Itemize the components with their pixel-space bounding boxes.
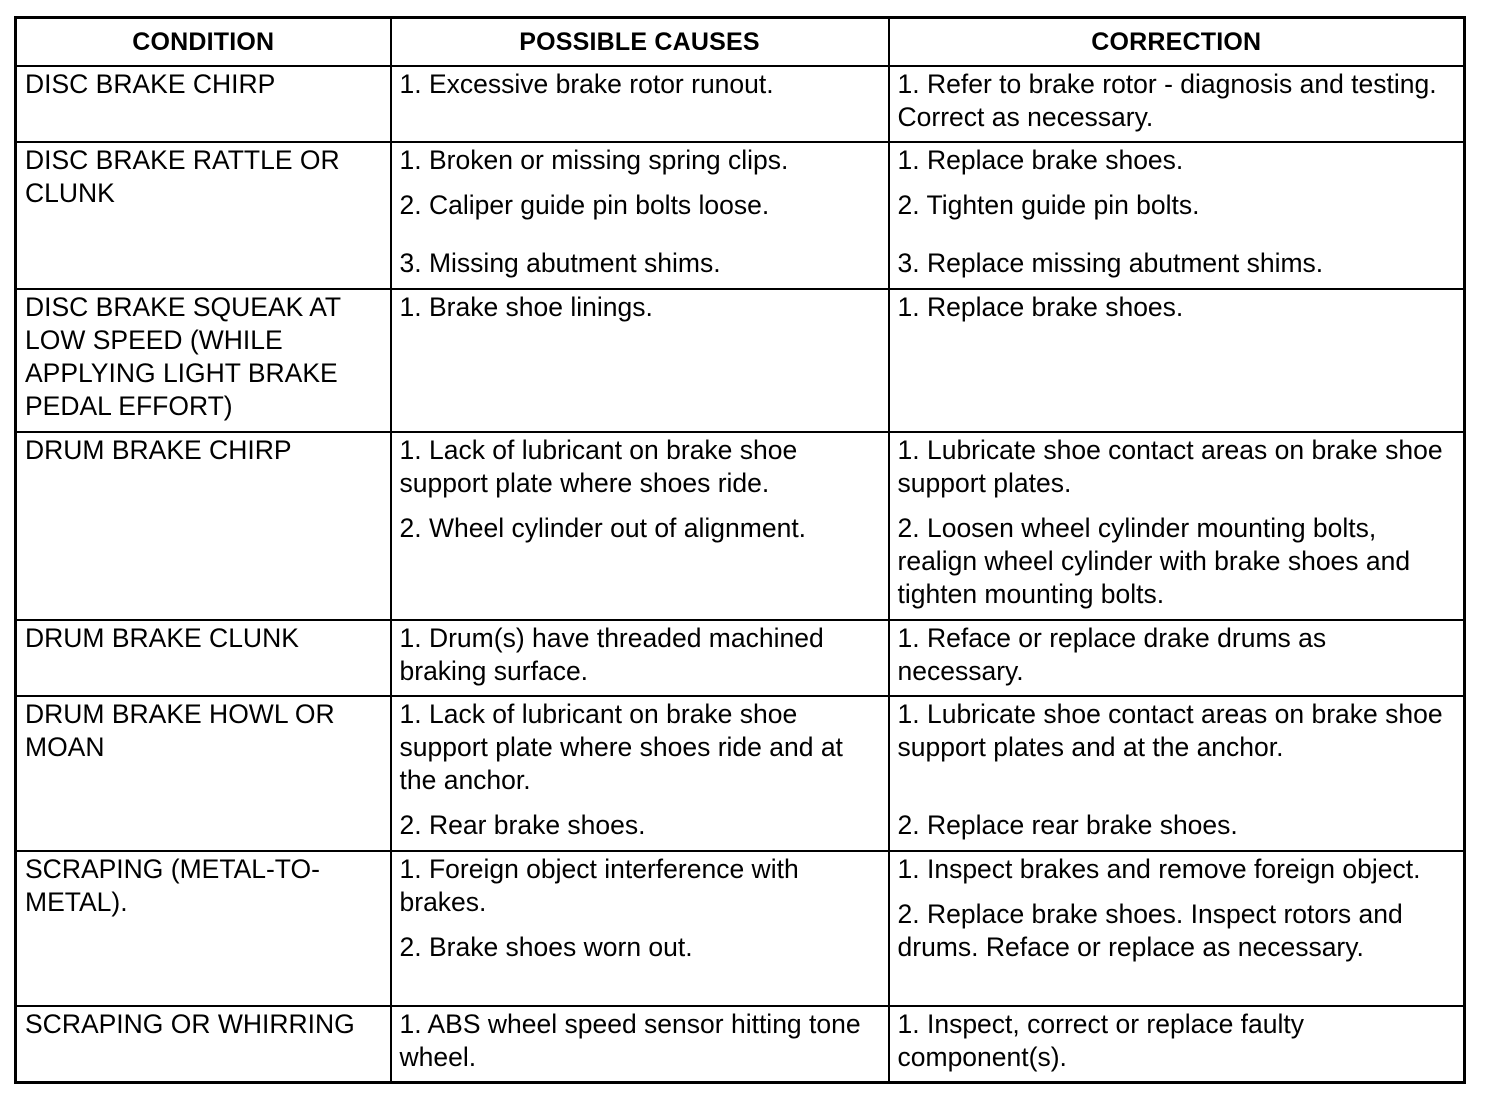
table-row bbox=[16, 620, 1465, 696]
correction-item: 1. Lubricate shoe contact areas on brake shoe support plates and at the anchor. bbox=[897, 699, 1443, 762]
table-row bbox=[16, 432, 1465, 620]
causes-cell bbox=[391, 66, 889, 142]
cause-item: 1. Excessive brake rotor runout. bbox=[399, 69, 774, 99]
condition-cell: DRUM BRAKE CHIRP bbox=[16, 432, 391, 620]
cause-item: 2. Brake shoes worn out. bbox=[399, 932, 693, 962]
causes-cell bbox=[391, 432, 889, 620]
causes-cell bbox=[391, 1006, 889, 1082]
cause-item: 1. Broken or missing spring clips. bbox=[399, 145, 789, 175]
table-row bbox=[16, 66, 1465, 142]
correction-item: 1. Refer to brake rotor - diagnosis and testing. Correct as necessary. bbox=[897, 69, 1437, 132]
correction-item: 2. Replace brake shoes. Inspect rotors and drums. Reface or replace as necessary. bbox=[897, 899, 1403, 962]
correction-item: 3. Replace missing abutment shims. bbox=[897, 248, 1324, 278]
correction-item: 1. Inspect, correct or replace faulty component(s). bbox=[897, 1009, 1305, 1072]
header-condition: CONDITION bbox=[16, 18, 391, 67]
cause-item: 1. ABS wheel speed sensor hitting tone wheel. bbox=[399, 1009, 861, 1072]
causes-cell bbox=[391, 289, 889, 432]
cause-item: 2. Rear brake shoes. bbox=[399, 810, 646, 840]
correction-cell bbox=[889, 142, 1465, 289]
correction-cell bbox=[889, 432, 1465, 620]
table-row bbox=[16, 851, 1465, 1006]
condition-cell: SCRAPING (METAL-TO-METAL). bbox=[16, 851, 391, 1006]
causes-cell bbox=[391, 851, 889, 1006]
table-header-row bbox=[16, 18, 1465, 67]
correction-item: 2. Loosen wheel cylinder mounting bolts, realign wheel cylinder with brake shoes and tighten mounting bolts. bbox=[897, 513, 1411, 609]
correction-cell bbox=[889, 620, 1465, 696]
correction-cell bbox=[889, 66, 1465, 142]
table-row bbox=[16, 289, 1465, 432]
correction-cell bbox=[889, 696, 1465, 851]
header-correction: CORRECTION bbox=[889, 18, 1465, 67]
correction-item: 1. Replace brake shoes. bbox=[897, 292, 1184, 322]
correction-cell bbox=[889, 289, 1465, 432]
cause-item: 1. Lack of lubricant on brake shoe support plate where shoes ride. bbox=[399, 435, 798, 498]
table-row bbox=[16, 1006, 1465, 1082]
correction-item: 2. Tighten guide pin bolts. bbox=[897, 190, 1200, 220]
correction-cell bbox=[889, 851, 1465, 1006]
correction-item: 1. Lubricate shoe contact areas on brake shoe support plates. bbox=[897, 435, 1443, 498]
correction-cell bbox=[889, 1006, 1465, 1082]
causes-cell bbox=[391, 620, 889, 696]
cause-item: 2. Wheel cylinder out of alignment. bbox=[399, 513, 807, 543]
brake-diagnosis-table bbox=[14, 16, 1466, 1084]
cause-item: 1. Drum(s) have threaded machined braking surface. bbox=[399, 623, 824, 686]
condition-cell: DISC BRAKE RATTLE OR CLUNK bbox=[16, 142, 391, 289]
correction-item: 1. Replace brake shoes. bbox=[897, 145, 1184, 175]
cause-item: 1. Brake shoe linings. bbox=[399, 292, 653, 322]
condition-cell: DISC BRAKE CHIRP bbox=[16, 66, 391, 142]
condition-cell: DRUM BRAKE HOWL OR MOAN bbox=[16, 696, 391, 851]
correction-item: 2. Replace rear brake shoes. bbox=[897, 810, 1238, 840]
correction-item: 1. Inspect brakes and remove foreign object. bbox=[897, 854, 1421, 884]
condition-cell: DISC BRAKE SQUEAK AT LOW SPEED (WHILE APPLYING LIGHT BRAKE PEDAL EFFORT) bbox=[16, 289, 391, 432]
table-row bbox=[16, 142, 1465, 289]
condition-cell: DRUM BRAKE CLUNK bbox=[16, 620, 391, 696]
correction-item: 1. Reface or replace drake drums as necessary. bbox=[897, 623, 1327, 686]
causes-cell bbox=[391, 696, 889, 851]
table-row bbox=[16, 696, 1465, 851]
cause-item: 3. Missing abutment shims. bbox=[399, 248, 721, 278]
cause-item: 1. Lack of lubricant on brake shoe support plate where shoes ride and at the anchor. bbox=[399, 699, 843, 795]
cause-item: 1. Foreign object interference with brakes. bbox=[399, 854, 799, 917]
cause-item: 2. Caliper guide pin bolts loose. bbox=[399, 190, 770, 220]
header-possible-causes: POSSIBLE CAUSES bbox=[391, 18, 889, 67]
causes-cell bbox=[391, 142, 889, 289]
condition-cell: SCRAPING OR WHIRRING bbox=[16, 1006, 391, 1082]
